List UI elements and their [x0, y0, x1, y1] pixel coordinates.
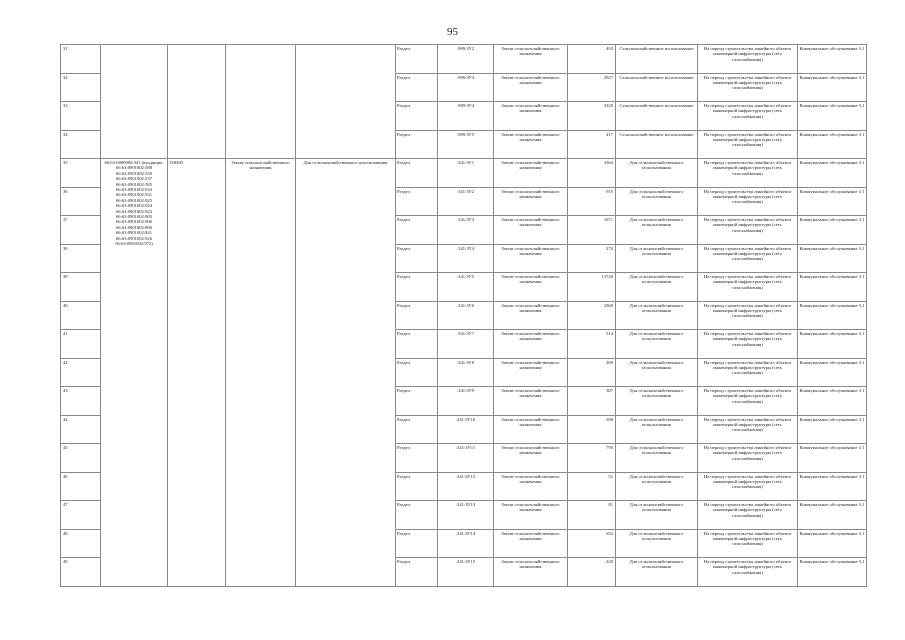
method-cell: Раздел	[396, 558, 438, 587]
method-cell: Раздел	[396, 102, 438, 131]
use-cell: Для сельскохозяйственного использования	[616, 301, 698, 330]
zone-cell: Коммунальное обслуживание 3.1	[798, 387, 867, 416]
area-cell: 2927	[568, 73, 616, 102]
plot-id-cell: :341:ЗУ14	[438, 529, 494, 558]
zone-cell: Коммунальное обслуживание 3.1	[798, 45, 867, 74]
use-cell: Сельскохозяйственное использование	[616, 130, 698, 159]
empty-cell	[296, 45, 396, 159]
zone-cell: Коммунальное обслуживание 3.1	[798, 444, 867, 473]
plot-id-cell: :989:ЗУ3	[438, 73, 494, 102]
use-cell: Для сельскохозяйственного использования	[616, 501, 698, 530]
purpose-cell: На период строительства линейного объекта инженерной инфраструктуры (сеть газоснабжения)	[698, 387, 798, 416]
category-cell: Земли сельскохозяйственного назначения	[494, 73, 568, 102]
area-cell: 398	[568, 415, 616, 444]
plot-id-cell: :341:ЗУ13	[438, 501, 494, 530]
zone-cell: Коммунальное обслуживание 3.1	[798, 273, 867, 302]
area-cell: 3364	[568, 159, 616, 188]
area-cell: 915	[568, 187, 616, 216]
method-cell: Раздел	[396, 187, 438, 216]
plot-id-cell: :341:ЗУ4	[438, 244, 494, 273]
purpose-cell: На период строительства линейного объекта инженерной инфраструктуры (сеть газоснабжения)	[698, 415, 798, 444]
purpose-cell: На период строительства линейного объекта инженерной инфраструктуры (сеть газоснабжения)	[698, 558, 798, 587]
plot-id-cell: :989:ЗУ5	[438, 130, 494, 159]
method-cell: Раздел	[396, 216, 438, 245]
method-cell: Раздел	[396, 444, 438, 473]
empty-cell	[226, 45, 296, 159]
use-cell: Для сельскохозяйственного использования	[616, 358, 698, 387]
plot-id-cell: :341:ЗУ12	[438, 472, 494, 501]
row-number-cell: 40	[61, 301, 101, 330]
area-cell: 492	[568, 45, 616, 74]
category-cell: Земли сельскохозяйственного назначения	[494, 301, 568, 330]
use-cell: Для сельскохозяйственного использования	[616, 415, 698, 444]
row-number-cell: 42	[61, 358, 101, 387]
category-cell: Земли сельскохозяйственного назначения	[494, 501, 568, 530]
plot-id-cell: :341:ЗУ8	[438, 358, 494, 387]
source-area-cell: 158300	[168, 159, 226, 587]
area-cell: 274	[568, 244, 616, 273]
source-category-cell: Земли сельскохозяйственного назначения	[226, 159, 296, 587]
category-cell: Земли сельскохозяйственного назначения	[494, 558, 568, 587]
method-cell: Раздел	[396, 73, 438, 102]
category-cell: Земли сельскохозяйственного назначения	[494, 330, 568, 359]
method-cell: Раздел	[396, 415, 438, 444]
method-cell: Раздел	[396, 529, 438, 558]
zone-cell: Коммунальное обслуживание 3.1	[798, 501, 867, 530]
use-cell: Для сельскохозяйственного использования	[616, 216, 698, 245]
row-number-cell: 36	[61, 187, 101, 216]
method-cell: Раздел	[396, 358, 438, 387]
area-cell: 2360	[568, 301, 616, 330]
area-cell: 417	[568, 130, 616, 159]
category-cell: Земли сельскохозяйственного назначения	[494, 415, 568, 444]
row-number-cell: 31	[61, 45, 101, 74]
zone-cell: Коммунальное обслуживание 3.1	[798, 216, 867, 245]
zone-cell: Коммунальное обслуживание 3.1	[798, 358, 867, 387]
row-number-cell: 46	[61, 472, 101, 501]
plot-id-cell: :989:ЗУ2	[438, 45, 494, 74]
use-cell: Для сельскохозяйственного использования	[616, 330, 698, 359]
zone-cell: Коммунальное обслуживание 3.1	[798, 187, 867, 216]
method-cell: Раздел	[396, 273, 438, 302]
purpose-cell: На период строительства линейного объекта инженерной инфраструктуры (сеть газоснабжения)	[698, 187, 798, 216]
plot-id-cell: :341:ЗУ1	[438, 159, 494, 188]
row-number-cell: 43	[61, 387, 101, 416]
purpose-cell: На период строительства линейного объекта инженерной инфраструктуры (сеть газоснабжения)	[698, 358, 798, 387]
area-cell: 795	[568, 444, 616, 473]
plot-id-cell: :341:ЗУ11	[438, 444, 494, 473]
category-cell: Земли сельскохозяйственного назначения	[494, 187, 568, 216]
row-number-cell: 45	[61, 444, 101, 473]
method-cell: Раздел	[396, 45, 438, 74]
plot-id-cell: :341:ЗУ5	[438, 273, 494, 302]
category-cell: Земли сельскохозяйственного назначения	[494, 529, 568, 558]
table-body	[61, 45, 867, 587]
purpose-cell: На период строительства линейного объекта инженерной инфраструктуры (сеть газоснабжения)	[698, 130, 798, 159]
method-cell: Раздел	[396, 387, 438, 416]
plot-id-cell: :341:ЗУ7	[438, 330, 494, 359]
zone-cell: Коммунальное обслуживание 3.1	[798, 244, 867, 273]
purpose-cell: На период строительства линейного объекта инженерной инфраструктуры (сеть газоснабжения)	[698, 330, 798, 359]
row-number-cell: 48	[61, 529, 101, 558]
zone-cell: Коммунальное обслуживание 3.1	[798, 330, 867, 359]
row-number-cell: 37	[61, 216, 101, 245]
method-cell: Раздел	[396, 501, 438, 530]
use-cell: Для сельскохозяйственного использования	[616, 273, 698, 302]
zone-cell: Коммунальное обслуживание 3.1	[798, 130, 867, 159]
purpose-cell: На период строительства линейного объекта инженерной инфраструктуры (сеть газоснабжения)	[698, 444, 798, 473]
row-number-cell: 33	[61, 102, 101, 131]
source-cadastral-cell: 66:63:0000000:341 (входящие: 66:63:0901002:588 66:63:0901002:539 66:63:0901002:537 66:63:0901002:585 66:63:0901002:933 66:63:0901002:931 66:63:0901002:925 66:63:0901002:924 66:63:0901002:923 66:63:0901002:905 66:63:0901002:906 66:63:0901002:890 66:63:0901002:841 66:63:0901002:926 66:63:0901002:972)	[101, 159, 168, 587]
area-cell: 51	[568, 472, 616, 501]
table-row	[61, 45, 867, 74]
row-number-cell: 44	[61, 415, 101, 444]
method-cell: Раздел	[396, 301, 438, 330]
row-number-cell: 47	[61, 501, 101, 530]
purpose-cell: На период строительства линейного объекта инженерной инфраструктуры (сеть газоснабжения)	[698, 73, 798, 102]
area-cell: 81	[568, 501, 616, 530]
category-cell: Земли сельскохозяйственного назначения	[494, 472, 568, 501]
area-cell: 652	[568, 529, 616, 558]
zone-cell: Коммунальное обслуживание 3.1	[798, 102, 867, 131]
zone-cell: Коммунальное обслуживание 3.1	[798, 73, 867, 102]
category-cell: Земли сельскохозяйственного назначения	[494, 130, 568, 159]
zone-cell: Коммунальное обслуживание 3.1	[798, 301, 867, 330]
category-cell: Земли сельскохозяйственного назначения	[494, 159, 568, 188]
table-row	[61, 159, 867, 188]
purpose-cell: На период строительства линейного объекта инженерной инфраструктуры (сеть газоснабжения)	[698, 529, 798, 558]
row-number-cell: 38	[61, 244, 101, 273]
use-cell: Для сельскохозяйственного использования	[616, 444, 698, 473]
area-cell: 13720	[568, 273, 616, 302]
row-number-cell: 41	[61, 330, 101, 359]
method-cell: Раздел	[396, 472, 438, 501]
use-cell: Для сельскохозяйственного использования	[616, 529, 698, 558]
area-cell: 514	[568, 330, 616, 359]
use-cell: Сельскохозяйственное использование	[616, 102, 698, 131]
category-cell: Земли сельскохозяйственного назначения	[494, 244, 568, 273]
row-number-cell: 32	[61, 73, 101, 102]
plot-id-cell: :341:ЗУ6	[438, 301, 494, 330]
purpose-cell: На период строительства линейного объекта инженерной инфраструктуры (сеть газоснабжения)	[698, 501, 798, 530]
category-cell: Земли сельскохозяйственного назначения	[494, 102, 568, 131]
use-cell: Для сельскохозяйственного использования	[616, 558, 698, 587]
method-cell: Раздел	[396, 330, 438, 359]
use-cell: Для сельскохозяйственного использования	[616, 387, 698, 416]
area-cell: 387	[568, 387, 616, 416]
area-cell: 289	[568, 358, 616, 387]
plot-id-cell: :989:ЗУ4	[438, 102, 494, 131]
page-number: 95	[447, 26, 458, 38]
purpose-cell: На период строительства линейного объекта инженерной инфраструктуры (сеть газоснабжения)	[698, 244, 798, 273]
zone-cell: Коммунальное обслуживание 3.1	[798, 472, 867, 501]
purpose-cell: На период строительства линейного объекта инженерной инфраструктуры (сеть газоснабжения)	[698, 159, 798, 188]
purpose-cell: На период строительства линейного объекта инженерной инфраструктуры (сеть газоснабжения)	[698, 45, 798, 74]
purpose-cell: На период строительства линейного объекта инженерной инфраструктуры (сеть газоснабжения)	[698, 301, 798, 330]
purpose-cell: На период строительства линейного объекта инженерной инфраструктуры (сеть газоснабжения)	[698, 102, 798, 131]
land-plots-table	[60, 44, 867, 587]
row-number-cell: 34	[61, 130, 101, 159]
zone-cell: Коммунальное обслуживание 3.1	[798, 415, 867, 444]
use-cell: Сельскохозяйственное использование	[616, 73, 698, 102]
empty-cell	[168, 45, 226, 159]
area-cell: 229	[568, 558, 616, 587]
use-cell: Для сельскохозяйственного использования	[616, 244, 698, 273]
zone-cell: Коммунальное обслуживание 3.1	[798, 159, 867, 188]
plot-id-cell: :341:ЗУ15	[438, 558, 494, 587]
category-cell: Земли сельскохозяйственного назначения	[494, 358, 568, 387]
plot-id-cell: :341:ЗУ2	[438, 187, 494, 216]
plot-id-cell: :341:ЗУ3	[438, 216, 494, 245]
purpose-cell: На период строительства линейного объекта инженерной инфраструктуры (сеть газоснабжения)	[698, 273, 798, 302]
category-cell: Земли сельскохозяйственного назначения	[494, 387, 568, 416]
use-cell: Для сельскохозяйственного использования	[616, 187, 698, 216]
area-cell: 1671	[568, 216, 616, 245]
method-cell: Раздел	[396, 159, 438, 188]
plot-id-cell: :341:ЗУ10	[438, 415, 494, 444]
source-use-cell: Для сельскохозяйственного использования	[296, 159, 396, 587]
use-cell: Для сельскохозяйственного использования	[616, 472, 698, 501]
category-cell: Земли сельскохозяйственного назначения	[494, 444, 568, 473]
category-cell: Земли сельскохозяйственного назначения	[494, 45, 568, 74]
method-cell: Раздел	[396, 244, 438, 273]
row-number-cell: 49	[61, 558, 101, 587]
row-number-cell: 39	[61, 273, 101, 302]
method-cell: Раздел	[396, 130, 438, 159]
category-cell: Земли сельскохозяйственного назначения	[494, 273, 568, 302]
empty-cell	[101, 45, 168, 159]
category-cell: Земли сельскохозяйственного назначения	[494, 216, 568, 245]
use-cell: Для сельскохозяйственного использования	[616, 159, 698, 188]
zone-cell: Коммунальное обслуживание 3.1	[798, 529, 867, 558]
purpose-cell: На период строительства линейного объекта инженерной инфраструктуры (сеть газоснабжения)	[698, 216, 798, 245]
row-number-cell: 35	[61, 159, 101, 188]
plot-id-cell: :341:ЗУ9	[438, 387, 494, 416]
purpose-cell: На период строительства линейного объекта инженерной инфраструктуры (сеть газоснабжения)	[698, 472, 798, 501]
use-cell: Сельскохозяйственное использование	[616, 45, 698, 74]
area-cell: 3329	[568, 102, 616, 131]
zone-cell: Коммунальное обслуживание 3.1	[798, 558, 867, 587]
